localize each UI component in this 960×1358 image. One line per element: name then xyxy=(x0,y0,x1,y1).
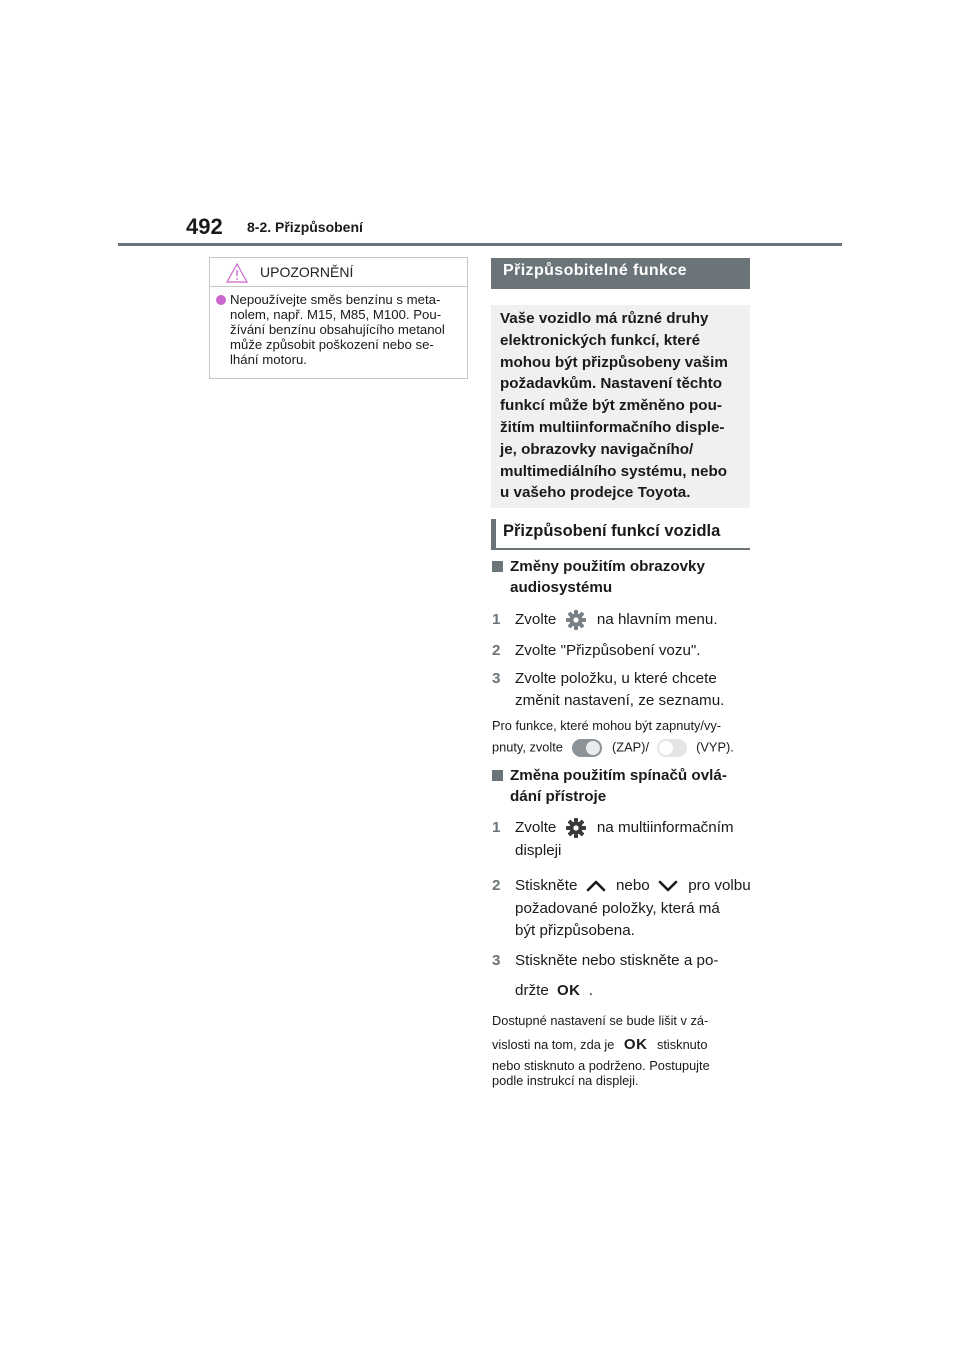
step-number: 3 xyxy=(492,670,501,687)
warning-triangle-icon xyxy=(226,263,248,283)
warning-line: žívání benzínu obsahujícího metanol xyxy=(230,322,445,337)
warning-header xyxy=(210,258,467,287)
note-line: Pro funkce, které mohou být zapnuty/vy- xyxy=(492,718,722,733)
audio-step-3 xyxy=(492,668,754,712)
warning-line: Nepoužívejte směs benzínu s meta- xyxy=(230,292,441,307)
heading-line: Změna použitím spínačů ovlá- xyxy=(510,767,727,784)
note-text: vislosti na tom, zda je xyxy=(492,1037,615,1052)
step-text: Stiskněte nebo stiskněte a po- xyxy=(515,952,719,969)
header-rule xyxy=(118,243,842,246)
intro-line: mohou být přizpůsobeny vašim xyxy=(500,353,728,371)
step-text: Zvolte xyxy=(515,611,557,629)
note-text: (ZAP)/ xyxy=(612,739,649,755)
warning-box xyxy=(209,257,468,379)
toggle-off-icon xyxy=(657,739,687,757)
page-number: 492 xyxy=(186,214,223,239)
switches-step-2 xyxy=(492,875,754,943)
ok-button-icon: OK xyxy=(623,1036,648,1053)
audio-step-1 xyxy=(492,609,754,633)
intro-line: je, obrazovky navigačního/ xyxy=(500,440,694,458)
step-text: displeji xyxy=(515,842,562,860)
step-text: . xyxy=(588,982,593,999)
step-number: 2 xyxy=(492,642,501,659)
switches-step-1 xyxy=(492,817,754,865)
intro-line: požadavkům. Nastavení těchto xyxy=(500,375,722,393)
gear-icon xyxy=(565,817,587,839)
step-text: držte xyxy=(515,982,549,999)
step-text: na multiinformačním xyxy=(596,819,734,837)
chevron-down-icon xyxy=(658,879,678,893)
warning-line: může způsobit poškození nebo se- xyxy=(230,337,434,352)
intro-line: Vaše vozidlo má různé druhy xyxy=(500,310,709,327)
ok-button-icon: OK xyxy=(557,982,581,999)
square-bullet-icon xyxy=(492,770,503,781)
heading-line: dání přístroje xyxy=(510,788,607,805)
note-text: stisknuto xyxy=(656,1037,708,1052)
warning-line: lhání motoru. xyxy=(230,352,307,367)
audio-note xyxy=(492,718,754,757)
intro-box xyxy=(491,305,750,508)
heading-line: audiosystému xyxy=(510,579,613,596)
intro-line: multimediálního systému, nebo xyxy=(500,462,728,480)
step-text: Zvolte položku, u které chcete xyxy=(515,670,717,687)
gear-icon xyxy=(565,609,587,631)
step-number: 1 xyxy=(492,819,501,836)
step-text: na hlavním menu. xyxy=(596,611,718,629)
audio-heading xyxy=(492,556,754,600)
step-text: Zvolte xyxy=(515,819,557,837)
intro-line: u vašeho prodejce Toyota. xyxy=(500,484,691,502)
note-line: nebo stisknuto a podrženo. Postupujte xyxy=(492,1058,710,1073)
note-line: podle instrukcí na displeji. xyxy=(492,1073,639,1088)
intro-line: funkcí může být změněno pou- xyxy=(500,397,722,415)
step-text: změnit nastavení, ze seznamu. xyxy=(515,692,725,709)
intro-line: elektronických funkcí, které xyxy=(500,331,701,349)
step-text: Zvolte "Přizpůsobení vozu". xyxy=(515,642,701,659)
warning-text xyxy=(216,292,464,367)
step-number: 2 xyxy=(492,877,501,894)
switches-step-3 xyxy=(492,950,754,1002)
step-number: 3 xyxy=(492,952,501,969)
step-text: nebo xyxy=(615,877,650,894)
switches-heading xyxy=(492,765,754,809)
heading-line: Změny použitím obrazovky xyxy=(510,558,705,575)
step-number: 1 xyxy=(492,611,501,628)
features-tab-header: Přizpůsobitelné funkce xyxy=(491,258,750,289)
bullet-dot-icon xyxy=(216,295,226,305)
toggle-on-icon xyxy=(572,739,602,757)
square-bullet-icon xyxy=(492,561,503,572)
step-text: pro volbu xyxy=(688,877,751,894)
warning-title: UPOZORNĚNÍ xyxy=(260,264,354,280)
switches-note xyxy=(492,1013,754,1088)
step-text: požadované položky, která má xyxy=(515,900,720,917)
step-text: Stiskněte xyxy=(515,877,578,894)
audio-step-2 xyxy=(492,640,754,664)
note-text: (VYP). xyxy=(696,739,734,755)
chevron-up-icon xyxy=(586,879,606,893)
step-text: být přizpůsobena. xyxy=(515,922,635,939)
note-text: pnuty, zvolte xyxy=(492,739,563,755)
section-title: 8-2. Přizpůsobení xyxy=(247,219,363,235)
warning-line: nolem, např. M15, M85, M100. Pou- xyxy=(230,307,442,322)
intro-line: žitím multiinformačního disple- xyxy=(500,418,725,436)
vehicle-customization-header: Přizpůsobení funkcí vozidla xyxy=(491,519,750,550)
note-line: Dostupné nastavení se bude lišit v zá- xyxy=(492,1013,709,1028)
